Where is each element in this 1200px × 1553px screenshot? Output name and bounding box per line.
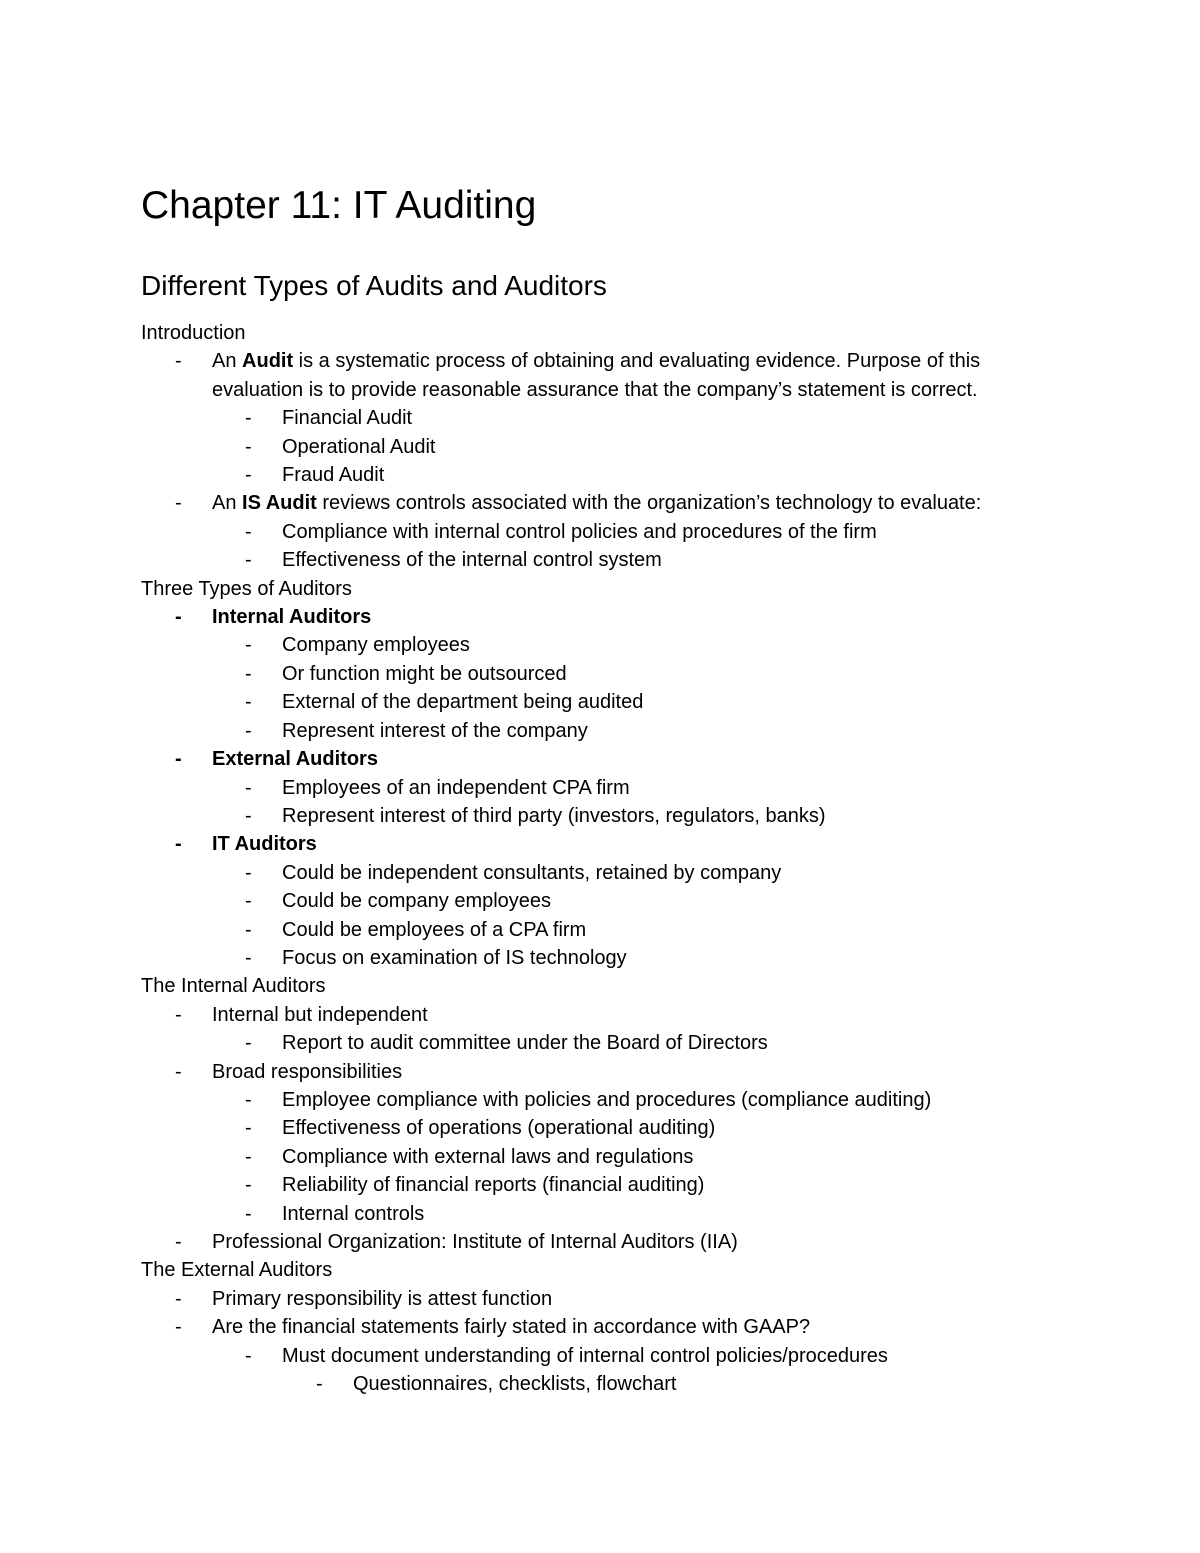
list-item: - Reliability of financial reports (financial auditing) <box>245 1174 705 1197</box>
list-item-external-auditors: - External Auditors <box>175 748 378 771</box>
list-item: - Internal but independent <box>175 1003 428 1026</box>
subheading-internal-auditors: The Internal Auditors <box>141 975 326 998</box>
list-item: - Are the financial statements fairly stated in accordance with GAAP? <box>175 1316 811 1339</box>
subheading-three-types: Three Types of Auditors <box>141 577 352 600</box>
list-item: - Must document understanding of internal control policies/procedures <box>245 1344 888 1367</box>
list-item: - Represent interest of the company <box>245 719 588 742</box>
subheading-external-auditors: The External Auditors <box>141 1259 333 1282</box>
list-item: - Report to audit committee under the Board of Directors <box>245 1032 768 1055</box>
list-item-audit-type: - Financial Audit <box>245 407 413 430</box>
term-is-audit: IS Audit <box>242 492 317 515</box>
list-item-audit-type: - Operational Audit <box>245 435 436 458</box>
list-item-it-auditors: - IT Auditors <box>175 833 317 856</box>
list-item: - Compliance with external laws and regulations <box>245 1145 694 1168</box>
section-heading: Different Types of Audits and Auditors <box>141 270 607 301</box>
notes-body <box>141 319 1061 1398</box>
list-item-audit-type: - Fraud Audit <box>245 464 385 487</box>
list-item: - Questionnaires, checklists, flowchart <box>316 1373 677 1396</box>
list-item: - Company employees <box>245 634 470 657</box>
term-audit: Audit <box>242 350 294 373</box>
list-item: - External of the department being audited <box>245 691 644 714</box>
list-item-is-audit-item: - Effectiveness of the internal control system <box>245 549 662 572</box>
list-item-internal-auditors: - Internal Auditors <box>175 606 372 629</box>
list-item: - Internal controls <box>245 1202 425 1225</box>
list-item: - Focus on examination of IS technology <box>245 946 627 969</box>
list-item: - Primary responsibility is attest function <box>175 1287 553 1310</box>
list-item: - Could be employees of a CPA firm <box>245 918 587 941</box>
list-item: - Represent interest of third party (investors, regulators, banks) <box>245 804 826 827</box>
list-item-is-audit-definition: - An IS Audit reviews controls associated with the organization’s technology to evaluate: <box>175 492 982 515</box>
list-item: - Broad responsibilities <box>175 1060 403 1083</box>
list-item: - Effectiveness of operations (operational auditing) <box>245 1117 716 1140</box>
list-item: - Could be company employees <box>245 890 552 913</box>
list-item: - Could be independent consultants, retained by company <box>245 861 782 884</box>
chapter-title: Chapter 11: IT Auditing <box>141 184 537 227</box>
list-item: - Or function might be outsourced <box>245 662 567 685</box>
list-item-is-audit-item: - Compliance with internal control policies and procedures of the firm <box>245 520 877 543</box>
list-item: - Employees of an independent CPA firm <box>245 776 630 799</box>
list-item: - Professional Organization: Institute of Internal Auditors (IIA) <box>175 1231 738 1253</box>
list-item: - Employee compliance with policies and procedures (compliance auditing) <box>245 1088 932 1111</box>
list-item-audit-definition: - An Audit is a systematic process of obtaining and evaluating evidence. Purpose of this evaluation is to provide reasonable assurance that the company’s statement is correct. <box>141 347 1061 404</box>
subheading-introduction: Introduction <box>141 322 246 344</box>
bullet-dash: - <box>175 350 182 373</box>
